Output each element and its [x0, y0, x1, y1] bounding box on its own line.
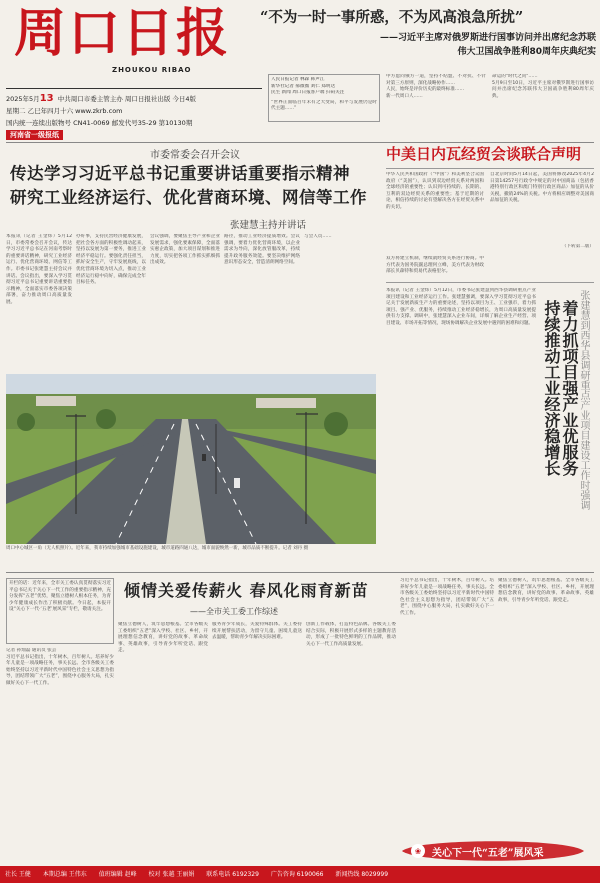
main-body-col: 路径，推动工业经济提质增效。会议强调，要着力优化营商环境，以企业需求为导向，深化放管服改革，持续提升政务服务效能。要坚决维护网络意识形态安全，营造清朗网络空间。 — [224, 234, 300, 266]
top-subhead — [282, 31, 596, 59]
index-quote: “世界正面临百年未有之大变局，和平与发展仍是时代主题……” — [271, 99, 377, 112]
top-story-body-2: 命运的"时代之问"…… 5月9日至10日，习近平主席对俄罗斯进行国事访问并出席纪念苏联伟大卫国战争胜利80周年庆典。 — [492, 74, 594, 99]
footer-item: 联系电话 6192329 — [206, 871, 259, 878]
publisher: 中共周口市委主管主办 周口日报社出版 — [57, 95, 171, 103]
top-subhead-line1: ——习近平主席对俄罗斯进行国事访问并出席纪念苏联 — [379, 33, 596, 43]
date-day: 13 — [39, 93, 54, 104]
bottom-body-col: 聚焦立德树人，筑牢思想根基。全市各级关工委组织“五老”深入学校、社区、乡村，开展理想信念教育，讲好党的故事、革命故事、英雄故事，引导青少年听党话、跟党走。 — [498, 578, 594, 603]
footer-item: 校对 张越 王丽娟 — [148, 871, 195, 878]
side-body-col: 双方将建立机制，继续就经贸关系进行协商。中方代表为国务院副总理何立峰，美方代表为财政部长贝森特和贸易代表格里尔。 — [386, 256, 484, 275]
bottom-body-col: 记者 孙灿磊 通讯员 张芸 习近平总书记指出，十年树木，百年树人。培养好少年儿童是一项战略任务，事关长远。全市各级关工委始终坚持以习近平新时代中国特色社会主义思想为指导，团结带领广大“五老”，围绕中心服务大局，扎实做好关心下一代工作。 — [6, 648, 114, 686]
bottom-headline[interactable]: 倾情关爱传薪火 春风化雨育新苗 — [124, 581, 369, 600]
photo-caption: 周口中心城区一角（无人机照片）。近年来，我市持续加强城市基础设施建设，城市道路四通八达，城市面貌焕然一新，城市品质不断提升。记者 刘丹 摄 — [6, 546, 309, 551]
bottom-body-col: 服务青少年成长，关爱特殊群体。关工委持续开展帮扶活动，为留守儿童、困境儿童送去温暖，帮助青少年解决实际困难。 — [212, 622, 302, 641]
footer-item: 广告咨询 6190066 — [270, 871, 324, 878]
side-body-col: 中华人民共和国政府（“中国”）和美利坚合众国政府（“美国”），认识到双边经贸关系对两国和全球经济的重要性；认识到可持续的、长期的、互利的双边经贸关系的重要性；基于近期的讨论，相信持续的讨论有望解决各方在经贸关系中的关切。 — [386, 172, 484, 210]
svg-text:❀: ❀ — [414, 847, 422, 856]
dateline — [6, 93, 260, 129]
bottom-body-col: 聚焦立德树人，筑牢思想根基。全市各级关工委组织“五老”深入学校、社区、乡村，开展理想信念教育，讲好党的故事、革命故事、英雄故事，引导青少年听党话、跟党走。 — [118, 622, 208, 654]
side-divider-2 — [386, 282, 594, 283]
main-body-col: 与会人员…… — [304, 234, 332, 239]
bottom-subhead: ——全市关工委工作综述 — [190, 607, 278, 616]
side-body-col: 自北京时间5月14日起，美国将修改2025年4月2日第14257号行政令中规定的对中国商品（包括香港特别行政区和澳门特别行政区商品）加征的从价关税，撤销24%的关税。中方将相应调整对美国商品加征的关税。 — [490, 172, 594, 204]
top-subhead-line2: 伟大卫国战争胜利80周年庆典纪实 — [457, 47, 596, 57]
column-intro: 开栏的话：近年来，全市关工委认真贯彻落实习近平总书记关于关心下一代工作的重要指示精神，充分发挥“五老”优势，聚焦立德树人根本任务，为青少年健康成长作出了积极贡献。今日起，本报开设“关心下一代·‘五老’展风采”专栏，敬请关注。 — [6, 578, 114, 644]
top-story-body: 中方愿同俄方一道，坚持不结盟、不对抗、不针对第三方原则，深化战略协作…… 人民，始终是评价历史的最终标准…… 新一代周口人…… — [386, 74, 486, 99]
masthead-title: 周口日报 — [14, 3, 231, 64]
main-byline: 张建慧主持并讲话 — [230, 220, 307, 231]
industry-headline-line2[interactable]: 持续推动工业经济稳增长 — [542, 300, 561, 476]
weekday: 星期二 乙巳年四月十六 — [6, 107, 74, 115]
side-headline[interactable]: 中美日内瓦经贸会谈联合声明 — [386, 145, 582, 163]
main-body-col: 本报讯（记者 王金炜）5月12日，市委常委会召开会议，传达学习习近平总书记在河南考察时的重要讲话精神，研究工业经济运行、优化营商环境、网信等工作。市委书记张建慧主持会议并讲话。会议指出，要深入学习贯彻习近平总书记重要讲话重要指示精神，全面落实市委各项决策部署，奋力推动周口高质量发展。 — [6, 234, 72, 305]
date-year-month: 2025年5月 — [6, 95, 40, 103]
main-headline-line1: 传达学习习近平总书记重要讲话重要指示精神 — [10, 164, 350, 183]
main-body-col: 会议强调，要聚焦主导产业和企业发展需求，强化要素保障，全面落实惠企政策，加大项目谋划和推进力度，切实把各项工作抓实抓细抓出成效。 — [150, 234, 220, 266]
main-kicker: 市委常委会召开会议 — [150, 150, 240, 161]
main-headline-line2: 研究工业经济运行、优化营商环境、网信等工作 — [10, 188, 367, 207]
side-continue: （下转第二版） — [561, 244, 594, 249]
column-stamp — [398, 838, 588, 864]
footer-item: 值班编辑 赵峰 — [98, 871, 137, 878]
issue-number: 国内统一连续出版物号 CN41-0069 邮发代号35-29 第10130期 — [6, 119, 193, 127]
index-item: 民生 新闻 周口日报客户端 扫码关注 — [271, 90, 345, 96]
stamp-text: 关心下一代“五老”展风采 — [432, 848, 544, 859]
bottom-body-col: 创新工作载体，打造特色品牌。各级关工委结合实际，积极开展形式多样的主题教育活动，形成了一批特色鲜明的工作品牌，推动关心下一代工作高质量发展。 — [306, 622, 396, 647]
top-headline[interactable]: “不为一时一事所惑，不为风高浪急所扰” — [260, 9, 524, 26]
footer-item: 本期总编 王伟东 — [42, 871, 87, 878]
masthead-divider — [6, 88, 262, 89]
bottom-divider — [6, 572, 594, 573]
footer-bar — [0, 866, 600, 883]
industry-headline-line1[interactable]: 着力抓项目强产业优服务 — [560, 300, 579, 476]
road-aerial-photo[interactable] — [6, 374, 376, 544]
main-headline[interactable] — [10, 162, 390, 210]
web[interactable]: www.zkrb.com — [75, 107, 123, 115]
side-divider — [386, 168, 594, 169]
newspaper-level: 河南省一级报纸 — [6, 130, 126, 142]
footer-item: 社长 王健 — [5, 871, 31, 878]
bottom-body-col: 习近平总书记指出，十年树木，百年树人。培养好少年儿童是一项战略任务，事关长远。全市各级关工委始终坚持以习近平新时代中国特色社会主义思想为指导，团结带领广大“五老”，围绕中心服务大局，扎实做好关心下一代工作。 — [400, 578, 494, 616]
industry-body: 本报讯（记者 王金炜）5月12日，市委书记张建慧到西华县调研重点产业项目建设和工业经济运行工作。张建慧强调，要深入学习贯彻习近平总书记关于发展新质生产力的重要论述，坚持以项目为王、工业强市，着力抓项目、强产业、优服务，持续推动工业经济稳增长，为周口高质量发展提供有力支撑。调研中，张建慧深入企业车间，详细了解企业生产经营、项目建设、市场开拓等情况，现场协调解决企业发展中遇到的困难和问题。 — [386, 288, 536, 326]
masthead-pinyin: ZHOUKOU RIBAO — [112, 66, 192, 74]
index-item: 人民日报记者 林森 韩声江 — [271, 77, 325, 82]
index-item: 新华社记者 郝薇薇 刘仁 郑明达 — [271, 83, 336, 89]
industry-gray-headline: 张建慧到西华县调研重点产业项目建设工作时强调 — [578, 290, 589, 510]
edition: 今日4版 — [172, 95, 197, 103]
footer-item: 新闻热线 8029999 — [335, 871, 389, 878]
index-box — [268, 74, 380, 122]
main-body-col: 办好事，支持民营经济健康发展，把社会各方面的积极性调动起来，坚持以发展为第一要务，推进工业经济平稳运行。要强化责任担当，抓好安全生产，守牢发展底线，以优化营商环境为切入点，推动工业经济运行稳中向好，确保完成全年目标任务。 — [76, 234, 146, 286]
